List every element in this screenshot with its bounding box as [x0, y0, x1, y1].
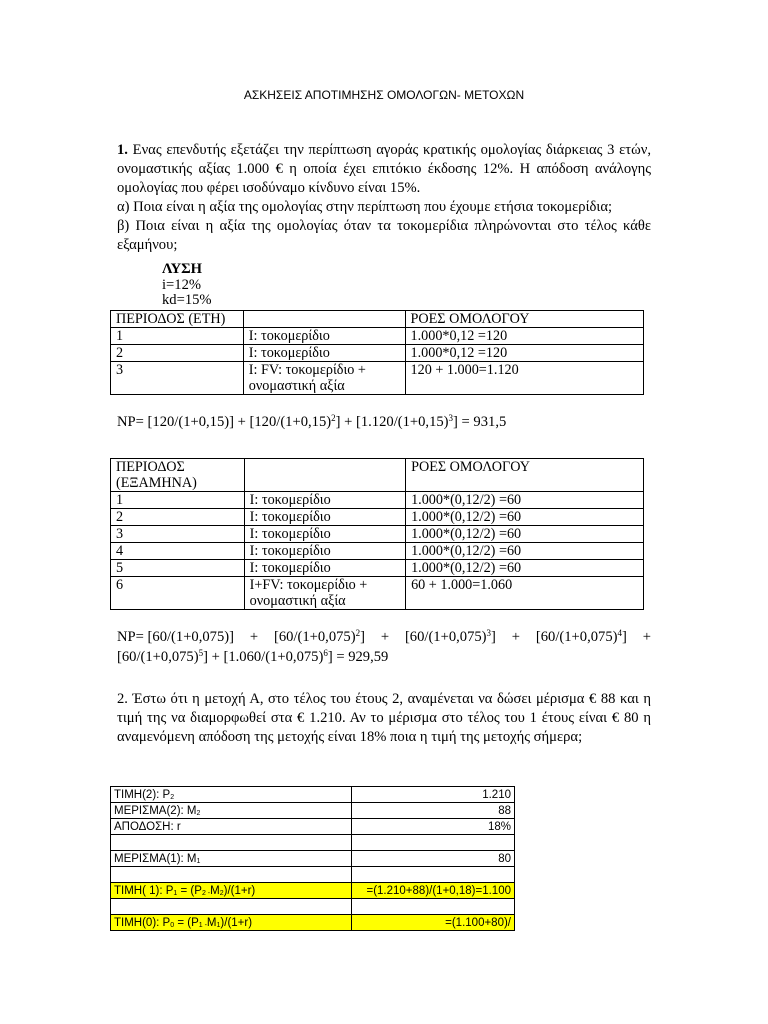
sheet-row-empty: [111, 835, 515, 851]
sheet-row-highlight: [111, 915, 515, 931]
description-cell: I: τοκομερίδιο: [244, 526, 405, 543]
description-cell: I: FV: τοκομερίδιο + ονομαστική αξία: [243, 362, 405, 395]
sheet-label: [111, 899, 352, 915]
label-text: )/(1+r): [220, 916, 253, 929]
table-row: [111, 577, 644, 610]
period-cell: 2: [111, 345, 244, 362]
sheet-row-empty: [111, 867, 515, 883]
subscript: 1 -: [198, 921, 207, 929]
formula-exponent: 2: [355, 628, 361, 638]
sheet-row: [111, 803, 515, 819]
sheet-row-highlight: [111, 883, 515, 899]
description-cell: I: τοκομερίδιο: [244, 560, 405, 577]
semiannual-cashflow-table: [110, 458, 644, 610]
label-text: = (P: [177, 884, 202, 897]
table-row: [111, 345, 644, 362]
cashflow-cell: 1.000*0,12 =120: [405, 328, 644, 345]
formula-part: NP= [60/(1+0,075)]: [117, 629, 234, 645]
formula-part: +: [380, 629, 390, 645]
formula-part: ]: [621, 629, 627, 645]
stock-valuation-sheet: [110, 786, 515, 931]
cashflow-cell: 1.000*0,12 =120: [405, 345, 644, 362]
sheet-value: 1.210: [352, 787, 515, 803]
formula-part: ]: [491, 629, 496, 645]
header-cell: ΡΟΕΣ ΟΜΟΛΟΓΟΥ: [405, 311, 644, 328]
description-cell: I+FV: τοκομερίδιο + ονομαστική αξία: [244, 577, 405, 610]
subscript: 2: [196, 809, 201, 817]
label-text: ΤΙΜΗ( 1): P: [114, 884, 174, 897]
subscript: 0: [170, 921, 175, 929]
formula-part: ] = 929,59: [327, 649, 389, 665]
sheet-value: [352, 835, 515, 851]
table-header-row: [111, 459, 644, 492]
sheet-label: [111, 883, 352, 899]
sheet-label: [111, 803, 352, 819]
annual-cashflow-table: [110, 310, 644, 395]
formula-part: [60/(1+0,075): [535, 629, 618, 645]
sheet-label: [111, 851, 352, 867]
header-cell: ΠΕΡΙΟΔΟΣ (ΕΤΗ): [111, 311, 244, 328]
exercise-1-text: [117, 141, 651, 198]
sheet-value: 88: [352, 803, 515, 819]
description-cell: I: τοκομερίδιο: [244, 543, 405, 560]
period-cell: 3: [111, 526, 245, 543]
subscript: 2 -: [201, 889, 211, 897]
sheet-label: [111, 835, 352, 851]
sheet-label: [111, 867, 352, 883]
formula-exponent: 6: [323, 648, 328, 658]
sheet-value: [352, 867, 515, 883]
formula-term: [536, 627, 627, 647]
sheet-row: [111, 851, 515, 867]
period-cell: 1: [111, 492, 245, 509]
formula-part: +: [642, 629, 651, 645]
sheet-value: =(1.210+88)/(1+0,18)=1.100: [352, 883, 515, 899]
formula-part: ] + [1.060/(1+0,075): [203, 649, 324, 665]
formula-exponent: 4: [617, 628, 622, 638]
description-cell: I: τοκομερίδιο: [243, 328, 405, 345]
formula-exponent: 3: [448, 413, 454, 423]
table-row: [111, 328, 644, 345]
formula-part: ] = 931,5: [453, 414, 507, 430]
label-text: = (P: [174, 916, 199, 929]
period-cell: 3: [111, 362, 244, 395]
subscript: 1: [216, 921, 221, 929]
formula-term: [405, 627, 496, 647]
label-text: M: [206, 916, 217, 929]
question-b: β) Ποια είναι η αξία της ομολογίας όταν τα τοκομερίδια πληρώνονται στο τέλος κάθε εξαμήνου;: [117, 218, 651, 253]
cashflow-cell: 1.000*(0,12/2) =60: [406, 526, 644, 543]
label-text: ΜΕΡΙΣΜΑ(2): M: [114, 804, 197, 817]
formula-part: +: [249, 629, 259, 645]
subscript: 1: [196, 857, 201, 865]
sheet-label: [111, 915, 352, 931]
header-cell: ΡΟΕΣ ΟΜΟΛΟΓΟΥ: [406, 459, 644, 492]
cashflow-cell: 120 + 1.000=1.120: [405, 362, 644, 395]
sheet-row: [111, 787, 515, 803]
subscript: 1: [173, 889, 178, 897]
exercise-2-text: 2. Έστω ότι η μετοχή Α, στο τέλος του έτους 2, αναμένεται να δώσει μέρισμα € 88 και η τιμή της να διαμορφωθεί στα € 1.210. Αν το μέρισμα στο τέλος του 1 έτους είναι € 80 η αναμενόμενη απόδοση της μετοχής είναι 18% ποια η τιμή της μετοχής σήμερα;: [117, 691, 651, 745]
np-annual-formula: [117, 412, 506, 432]
formula-part: [60/(1+0,075): [404, 629, 487, 645]
formula-part: ] + [1.120/(1+0,15): [335, 414, 449, 430]
description-cell: I: τοκομερίδιο: [243, 345, 405, 362]
cashflow-cell: 1.000*(0,12/2) =60: [406, 492, 644, 509]
header-cell: [243, 311, 405, 328]
subscript: 2: [219, 889, 224, 897]
label-text: )/(1+r): [223, 884, 256, 897]
sheet-value: 18%: [352, 819, 515, 835]
table-row: [111, 543, 644, 560]
formula-term: [274, 627, 365, 647]
formula-line-2: [117, 647, 651, 667]
label-text: ΤΙΜΗ(0): P: [114, 916, 171, 929]
cashflow-cell: 1.000*(0,12/2) =60: [406, 543, 644, 560]
table-row: [111, 509, 644, 526]
sheet-label: ΑΠΟΔΟΣΗ: r: [111, 819, 352, 835]
np-semiannual-formula: [117, 627, 651, 667]
sheet-value: [352, 899, 515, 915]
formula-part: [60/(1+0,075): [117, 649, 199, 665]
cashflow-cell: 1.000*(0,12/2) =60: [406, 560, 644, 577]
exercise-1-number: 1.: [117, 142, 128, 158]
formula-line-1: [117, 627, 651, 647]
page-title: ΑΣΚΗΣΕΙΣ ΑΠΟΤΙΜΗΣΗΣ ΟΜΟΛΟΓΩΝ- ΜΕΤΟΧΩΝ: [243, 88, 525, 102]
formula-exponent: 5: [198, 648, 204, 658]
label-text: M: [210, 884, 220, 897]
sheet-value: 80: [352, 851, 515, 867]
required-yield: kd=15%: [162, 292, 212, 308]
period-cell: 4: [111, 543, 245, 560]
formula-part: NP= [120/(1+0,15)] + [120/(1+0,15): [117, 414, 332, 430]
period-cell: 2: [111, 509, 245, 526]
solution-label: ΛΥΣΗ: [162, 261, 203, 277]
period-cell: 6: [111, 577, 245, 610]
solution-block: [162, 262, 212, 309]
exercise-1-body: Ενας επενδυτής εξετάζει την περίπτωση αγοράς κρατικής ομολογίας διάρκειας 3 ετών, ονομαστικής αξίας 1.000 € η οποία έχει επιτόκιο έκδοσης 12%. Η απόδοση ανάλογης ομολογίας που φέρει ισοδύναμο κίνδυνο είναι 15%.: [117, 142, 651, 196]
table-row: [111, 560, 644, 577]
header-cell: [244, 459, 405, 492]
formula-part: ]: [360, 629, 365, 645]
description-cell: I: τοκομερίδιο: [244, 509, 405, 526]
sheet-row-empty: [111, 899, 515, 915]
formula-exponent: 2: [331, 413, 336, 423]
formula-part: +: [511, 629, 521, 645]
cashflow-cell: 60 + 1.000=1.060: [406, 577, 644, 610]
question-a: α) Ποια είναι η αξία της ομολογίας στην περίπτωση που έχουμε ετήσια τοκομερίδια;: [117, 199, 613, 215]
label-text: ΜΕΡΙΣΜΑ(1): M: [114, 852, 197, 865]
description-cell: I: τοκομερίδιο: [244, 492, 405, 509]
formula-part: [60/(1+0,075): [273, 629, 356, 645]
exercise-1-statement: [117, 141, 651, 255]
coupon-rate: i=12%: [162, 276, 202, 293]
table-row: [111, 526, 644, 543]
exercise-2-statement: [117, 690, 651, 747]
header-cell: ΠΕΡΙΟΔΟΣ (ΕΞΑΜΗΝΑ): [111, 459, 245, 492]
period-cell: 5: [111, 560, 245, 577]
table-row: [111, 492, 644, 509]
formula-exponent: 3: [486, 628, 492, 638]
cashflow-cell: 1.000*(0,12/2) =60: [406, 509, 644, 526]
sheet-label: [111, 787, 352, 803]
table-row: [111, 362, 644, 395]
period-cell: 1: [111, 328, 244, 345]
label-text: ΤΙΜΗ(2): P: [114, 788, 171, 801]
subscript: 2: [170, 793, 175, 801]
sheet-value: =(1.100+80)/: [352, 915, 515, 931]
sheet-row: [111, 819, 515, 835]
table-header-row: [111, 311, 644, 328]
